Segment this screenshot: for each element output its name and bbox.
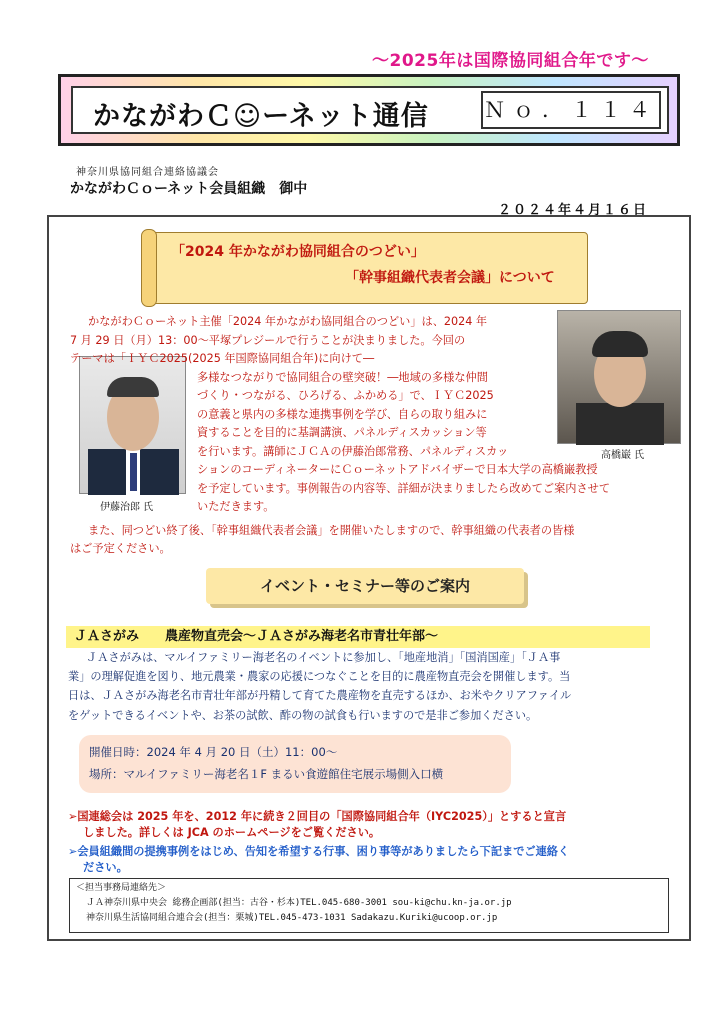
caption-ito: 伊藤治郎 氏	[100, 502, 154, 513]
council-name: 神奈川県協同組合連絡協議会	[76, 167, 219, 178]
recipient-name: かながわＣｏーネット会員組織 御中	[70, 181, 308, 197]
body-line: づくり・つながる、ひろげる、ふかめる」で、ＩＹＣ2025	[197, 389, 494, 402]
body-line: 多様なつながりで協同組合の壁突破！―地域の多様な仲間	[197, 371, 488, 384]
newsletter-title: かながわＣ☺ーネット通信	[93, 101, 429, 132]
body-line: を予定しています。事例報告の内容等、詳細が決まりましたら改めてご案内させて	[197, 482, 611, 495]
body-line: はご予定ください。	[70, 542, 171, 555]
issue-date: ２０２４年４月１６日	[498, 203, 649, 218]
note-contact-request	[68, 844, 569, 876]
ja-line: 日は、ＪＡさがみ海老名市青壮年部が丹精して育てた農産物を直売するほか、お米やクリアファイル	[68, 689, 572, 703]
ja-line: をゲットできるイベントや、お茶の試飲、酢の物の試食も行いますので是非ご参加ください。	[68, 708, 538, 722]
ja-line: ＪＡさがみは、マルイファミリー海老名のイベントに参加し、「地産地消」「国消国産」「ＪＡ事	[86, 651, 561, 664]
ja-event-title: ＪＡさがみ 農産物直売会～ＪＡさがみ海老名市青壮年部～	[66, 626, 650, 648]
contact-box	[69, 878, 669, 933]
events-banner: イベント・セミナー等のご案内	[206, 568, 524, 604]
body-line: ションのコーディネーターにＣｏーネットアドバイザーで日本大学の高橋巌教授	[197, 463, 598, 476]
masthead-inner	[71, 86, 669, 134]
photo-ito	[79, 356, 186, 494]
issue-number: Ｎｏ．１１４	[481, 91, 661, 129]
body-line: 資することを目的に基調講演、パネルディスカッション等	[197, 426, 487, 439]
note-iyc-line-1: ➢国連総会は 2025 年を、2012 年に続き２回目の「国際協同組合年（IYC2025）」とすると宣言	[68, 810, 567, 823]
contact-heading: ＜担当事務局連絡先＞	[76, 883, 167, 893]
event-details-box	[79, 735, 511, 793]
body-line: かながわＣｏーネット主催「2024 年かながわ協同組合のつどい」は、2024 年	[88, 315, 488, 328]
note-contact-line-1: ➢会員組織間の提携事例をはじめ、告知を希望する行事、困り事等がありましたら下記までご連絡く	[68, 845, 570, 858]
headline-scroll	[148, 232, 588, 304]
caption-takahashi: 高橋巌 氏	[601, 450, 645, 461]
ja-event-description	[68, 648, 674, 725]
slogan: ～2025年は国際協同組合年です～	[372, 51, 649, 71]
note-contact-line-2: ださい。	[83, 861, 128, 874]
event-datetime: 開催日時：2024 年 4 月 20 日（土）11：00～	[89, 745, 338, 759]
headline-line-1: 「2024 年かながわ協同組合のつどい」	[171, 244, 425, 260]
body-line: また、同つどい終了後、「幹事組織代表者会議」を開催いたしますので、幹事組織の代表者の皆様	[88, 524, 575, 537]
body-line: 7 月 29 日（月）13：00～平塚プレジールで行うことが決まりました。今回の	[70, 334, 466, 347]
note-iyc	[68, 809, 566, 841]
body-line: の意義と県内の多様な連携事例を学び、自らの取り組みに	[197, 408, 488, 421]
body-line: を行います。講師にＪＣＡの伊藤治郎常務、パネルディスカッ	[197, 445, 509, 458]
contact-coop: 神奈川県生活協同組合連合会(担当：栗城)TEL.045-473-1031 Sadakazu.Kuriki@ucoop.or.jp	[86, 913, 498, 923]
note-iyc-line-2: しました。詳しくは JCA のホームページをご覧ください。	[83, 826, 381, 839]
ja-line: 業」の理解促進を図り、地元農業・農家の応援につなぐことを目的に農産物直売会を開催します。当	[68, 670, 571, 684]
body-line: テーマは「ＩＹＣ2025(2025 年国際協同組合年)に向けて―	[70, 352, 375, 365]
headline-line-2: 「幹事組織代表者会議」について	[345, 270, 555, 286]
body-line: いただきます。	[197, 500, 275, 513]
photo-takahashi	[557, 310, 681, 444]
contact-ja: ＪＡ神奈川県中央会 総務企画部(担当：古谷・杉本)TEL.045-680-3001 sou-ki@chu.kn-ja.or.jp	[86, 898, 512, 908]
masthead	[58, 74, 680, 146]
event-place: 場所：マルイファミリー海老名１F まるい食遊館住宅展示場側入口横	[89, 767, 444, 781]
